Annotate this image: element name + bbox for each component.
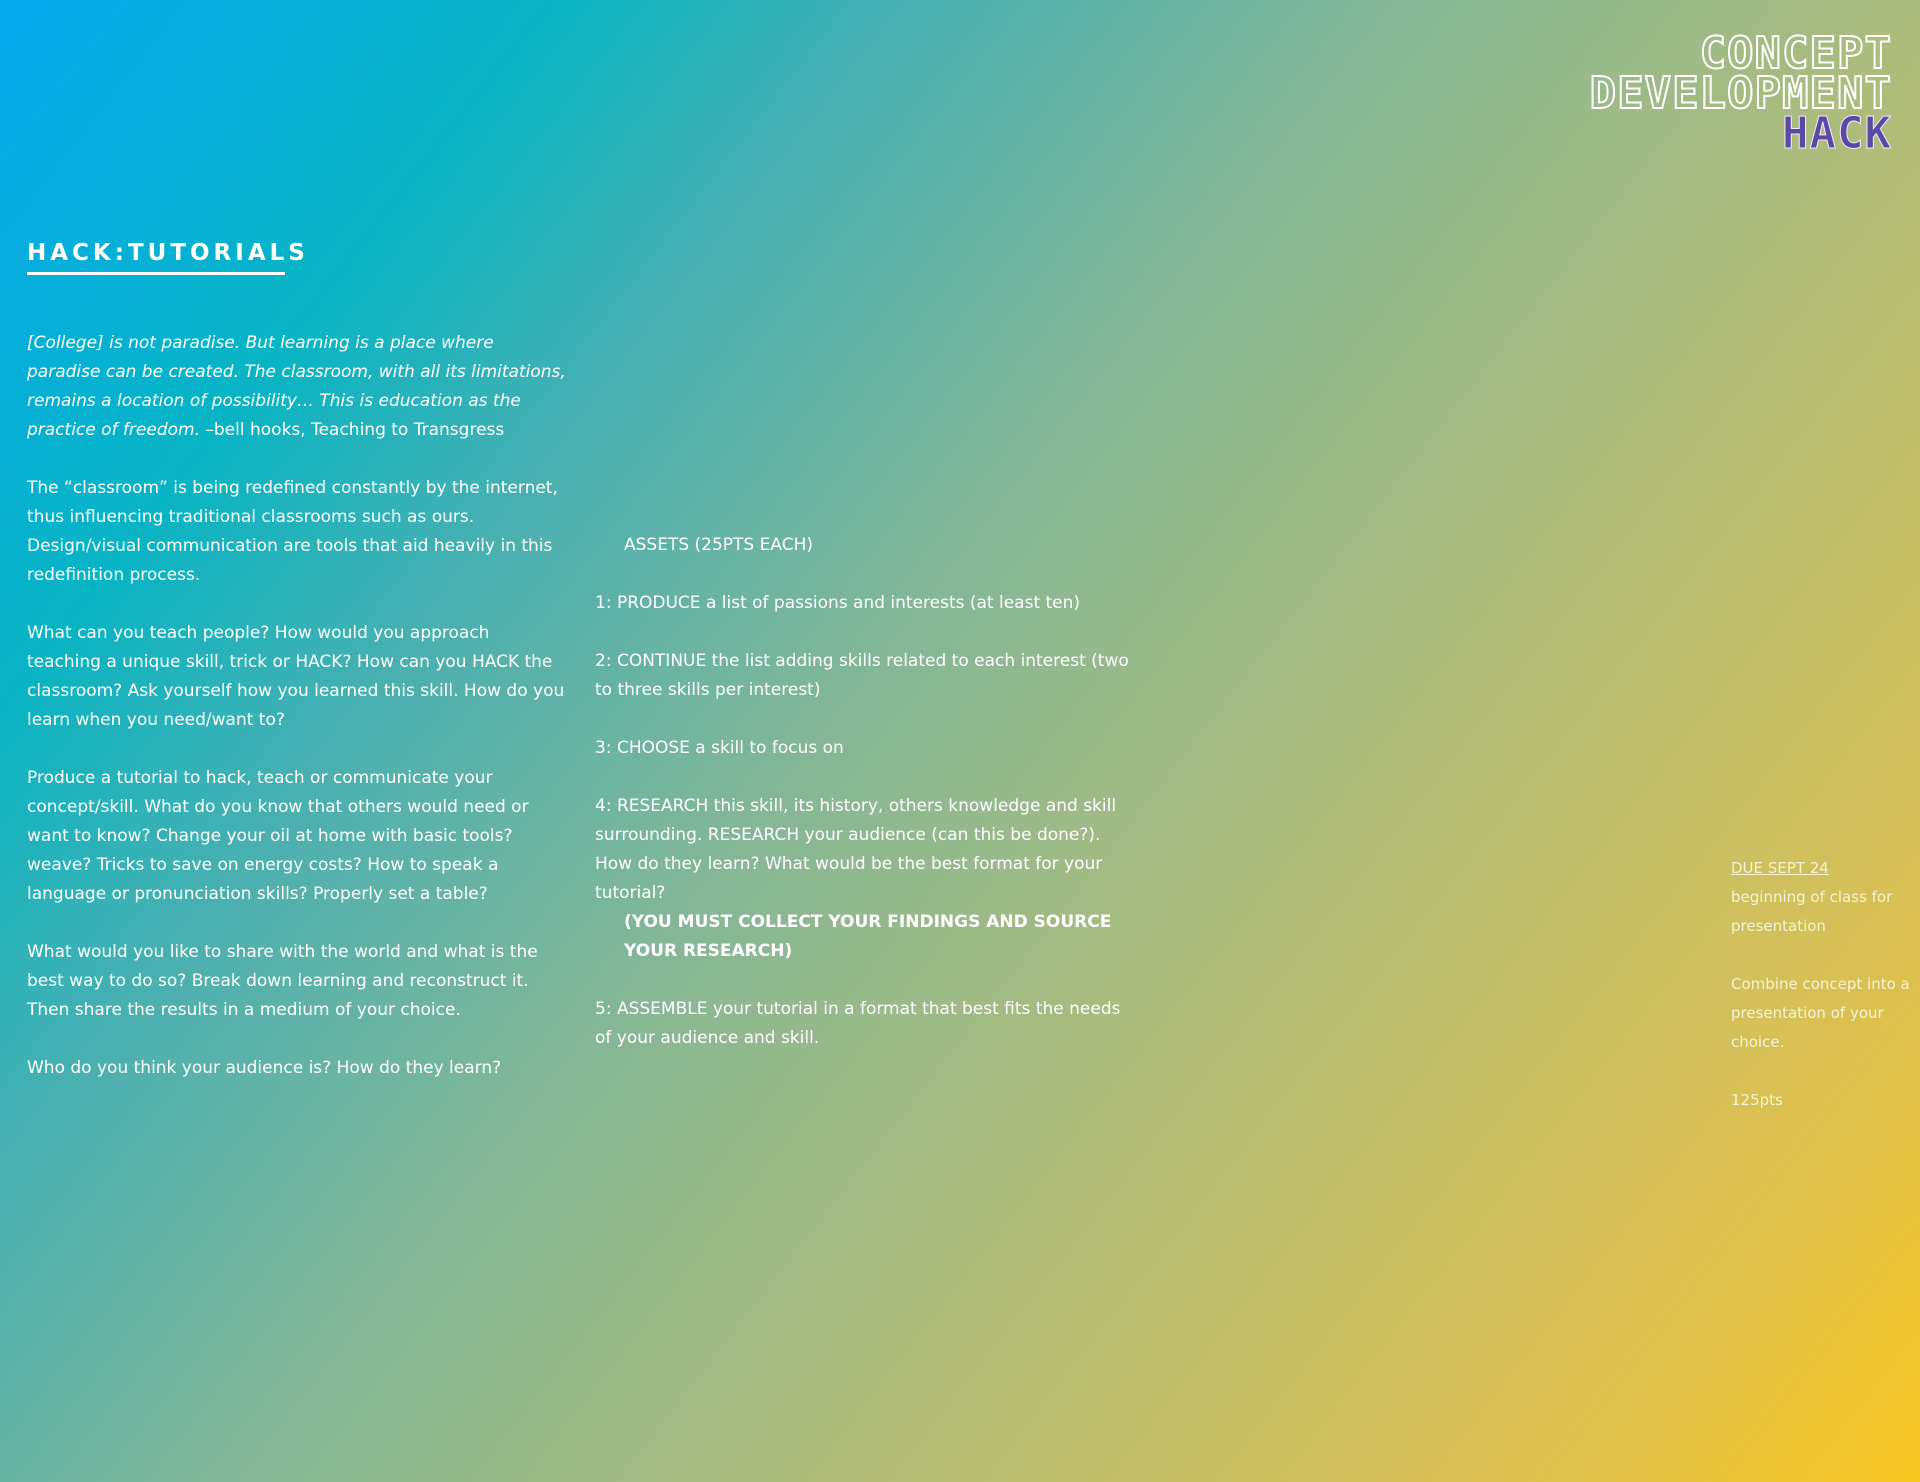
page-title: HACK:TUTORIALS — [27, 240, 285, 275]
asset-step-5: 5: ASSEMBLE your tutorial in a format that best fits the needs of your audience and skill. — [595, 999, 1121, 1048]
due-note: beginning of class for presentation — [1731, 888, 1893, 935]
combine-note: Combine concept into a presentation of your choice. — [1731, 975, 1910, 1051]
logo-line-development: DEVELOPMENT — [1589, 68, 1892, 119]
asset-step-3: 3: CHOOSE a skill to focus on — [595, 738, 844, 758]
assets-title: ASSETS (25PTS EACH) — [624, 535, 813, 555]
intro-paragraph-5: Who do you think your audience is? How do they learn? — [27, 1058, 502, 1078]
intro-paragraph-1: The “classroom” is being redefined constantly by the internet, thus influencing traditional classrooms such as ours. Design/visual communication are tools that aid heavily in this redefinition process. — [27, 478, 558, 585]
epigraph — [27, 329, 567, 445]
asset-step-4-text: 4: RESEARCH this skill, its history, others knowledge and skill surrounding. RESEARCH your audience (can this be done?). How do they learn? What would be the best format for your tutorial? — [595, 796, 1117, 903]
assets-column — [595, 531, 1140, 1082]
asset-step-4 — [595, 792, 1140, 966]
asset-step-1: 1: PRODUCE a list of passions and interests (at least ten) — [595, 593, 1081, 613]
logo — [1472, 28, 1892, 159]
logo-line-hack: HACK — [1782, 108, 1892, 159]
epigraph-quote: [College] is not paradise. But learning is a place where paradise can be created. The classroom, with all its limitations, remains a location of possibility… This is education as the practice of freedom. – — [27, 333, 566, 440]
intro-column — [27, 329, 567, 1083]
due-block — [1731, 854, 1911, 941]
asset-step-4-emphasis: (YOU MUST COLLECT YOUR FINDINGS AND SOURCE YOUR RESEARCH) — [624, 912, 1112, 961]
asset-step-2: 2: CONTINUE the list adding skills related to each interest (two to three skills per interest) — [595, 651, 1129, 700]
intro-paragraph-4: What would you like to share with the world and what is the best way to do so? Break down learning and reconstruct it. Then share the results in a medium of your choice. — [27, 942, 538, 1020]
logo-line-concept: CONCEPT — [1699, 28, 1892, 79]
due-date: DUE SEPT 24 — [1731, 859, 1829, 877]
epigraph-source: bell hooks, Teaching to Transgress — [213, 420, 505, 440]
points-total: 125pts — [1731, 1091, 1783, 1109]
due-sidebar — [1731, 854, 1911, 1144]
intro-paragraph-2: What can you teach people? How would you approach teaching a unique skill, trick or HACK? How can you HACK the classroom? Ask yourself how you learned this skill. How do you learn when you need/want to? — [27, 623, 565, 730]
intro-paragraph-3: Produce a tutorial to hack, teach or communicate your concept/skill. What do you know that others would need or want to know? Change your oil at home with basic tools? weave? Tricks to save on energy costs? How to speak a language or pronunciation skills? Properly set a table? — [27, 768, 529, 904]
